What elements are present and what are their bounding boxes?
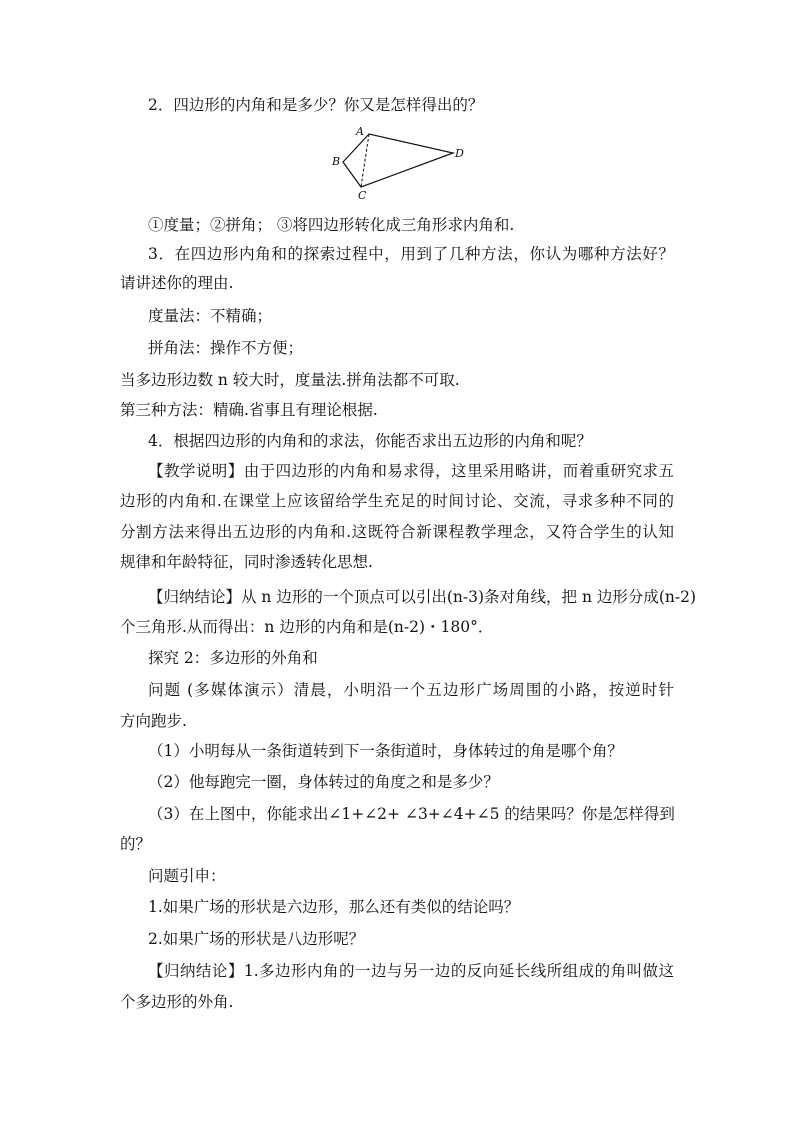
sub-question-2: （2）他每跑完一圈，身体转过的角度之和是多少？ [148, 773, 499, 791]
teaching-note-4: 规律和年龄特征，同时渗透转化思想. [120, 553, 373, 571]
extension-2: 2.如果广场的形状是八边形呢？ [148, 930, 365, 948]
quadrilateral-shape [343, 134, 453, 187]
methods-list: ①度量；②拼角； ③将四边形转化成三角形求内角和. [148, 216, 515, 234]
question-2: 2．四边形的内角和是多少？你又是怎样得出的？ [148, 96, 484, 114]
explore-2-heading: 探究 2：多边形的外角和 [148, 649, 318, 667]
extension-heading: 问题引申： [148, 867, 226, 885]
label-d: D [455, 147, 464, 160]
problem-2: 方向跑步. [120, 712, 187, 730]
conclusion-4: 个多边形的外角. [120, 993, 234, 1011]
label-a: A [356, 125, 364, 138]
teaching-note-3: 分割方法来得出五边形的内角和.这既符合新课程教学理念，又符合学生的认知 [120, 523, 674, 541]
problem-1: 问题 (多媒体演示）清晨，小明沿一个五边形广场周围的小路，按逆时针 [148, 681, 674, 699]
teaching-note-1: 【教学说明】由于四边形的内角和易求得，这里采用略讲，而着重研究求五 [148, 462, 674, 480]
extension-1: 1.如果广场的形状是六边形，那么还有类似的结论吗？ [148, 898, 520, 916]
method-measure: 度量法：不精确； [148, 307, 273, 325]
question-3-cont: 请讲述你的理由. [120, 274, 234, 292]
question-3: 3．在四边形内角和的探索过程中，用到了几种方法，你认为哪种方法好？ [148, 245, 674, 263]
method-note: 当多边形边数 n 较大时，度量法.拼角法都不可取. [120, 371, 460, 389]
sub-question-1: （1）小明每从一条街道转到下一条街道时，身体转过的角是哪个角？ [148, 742, 623, 760]
label-b: B [332, 155, 341, 168]
sub-question-3: （3）在上图中，你能求出∠1+∠2+ ∠3+∠4+∠5 的结果吗？你是怎样得到 [148, 805, 675, 823]
label-c: C [358, 189, 367, 202]
question-4: 4．根据四边形的内角和的求法，你能否求出五边形的内角和呢？ [148, 432, 592, 450]
method-third: 第三种方法：精确.省事且有理论根据. [120, 401, 378, 419]
sub-question-3-cont: 的？ [120, 835, 152, 853]
conclusion-3: 【归纳结论】1.多边形内角的一边与另一边的反向延长线所组成的角叫做这 [148, 962, 674, 980]
quadrilateral-diagram [325, 123, 470, 202]
method-piece: 拼角法：操作不方便； [148, 339, 304, 357]
teaching-note-2: 边形的内角和.在课堂上应该留给学生充足的时间讨论、交流，寻求多种不同的 [120, 492, 674, 510]
conclusion-1: 【归纳结论】从 n 边形的一个顶点可以引出(n-3)条对角线，把 n 边形分成(n-2) [148, 588, 697, 606]
conclusion-2: 个三角形.从而得出：n 边形的内角和是(n-2)・180°． [120, 618, 494, 636]
